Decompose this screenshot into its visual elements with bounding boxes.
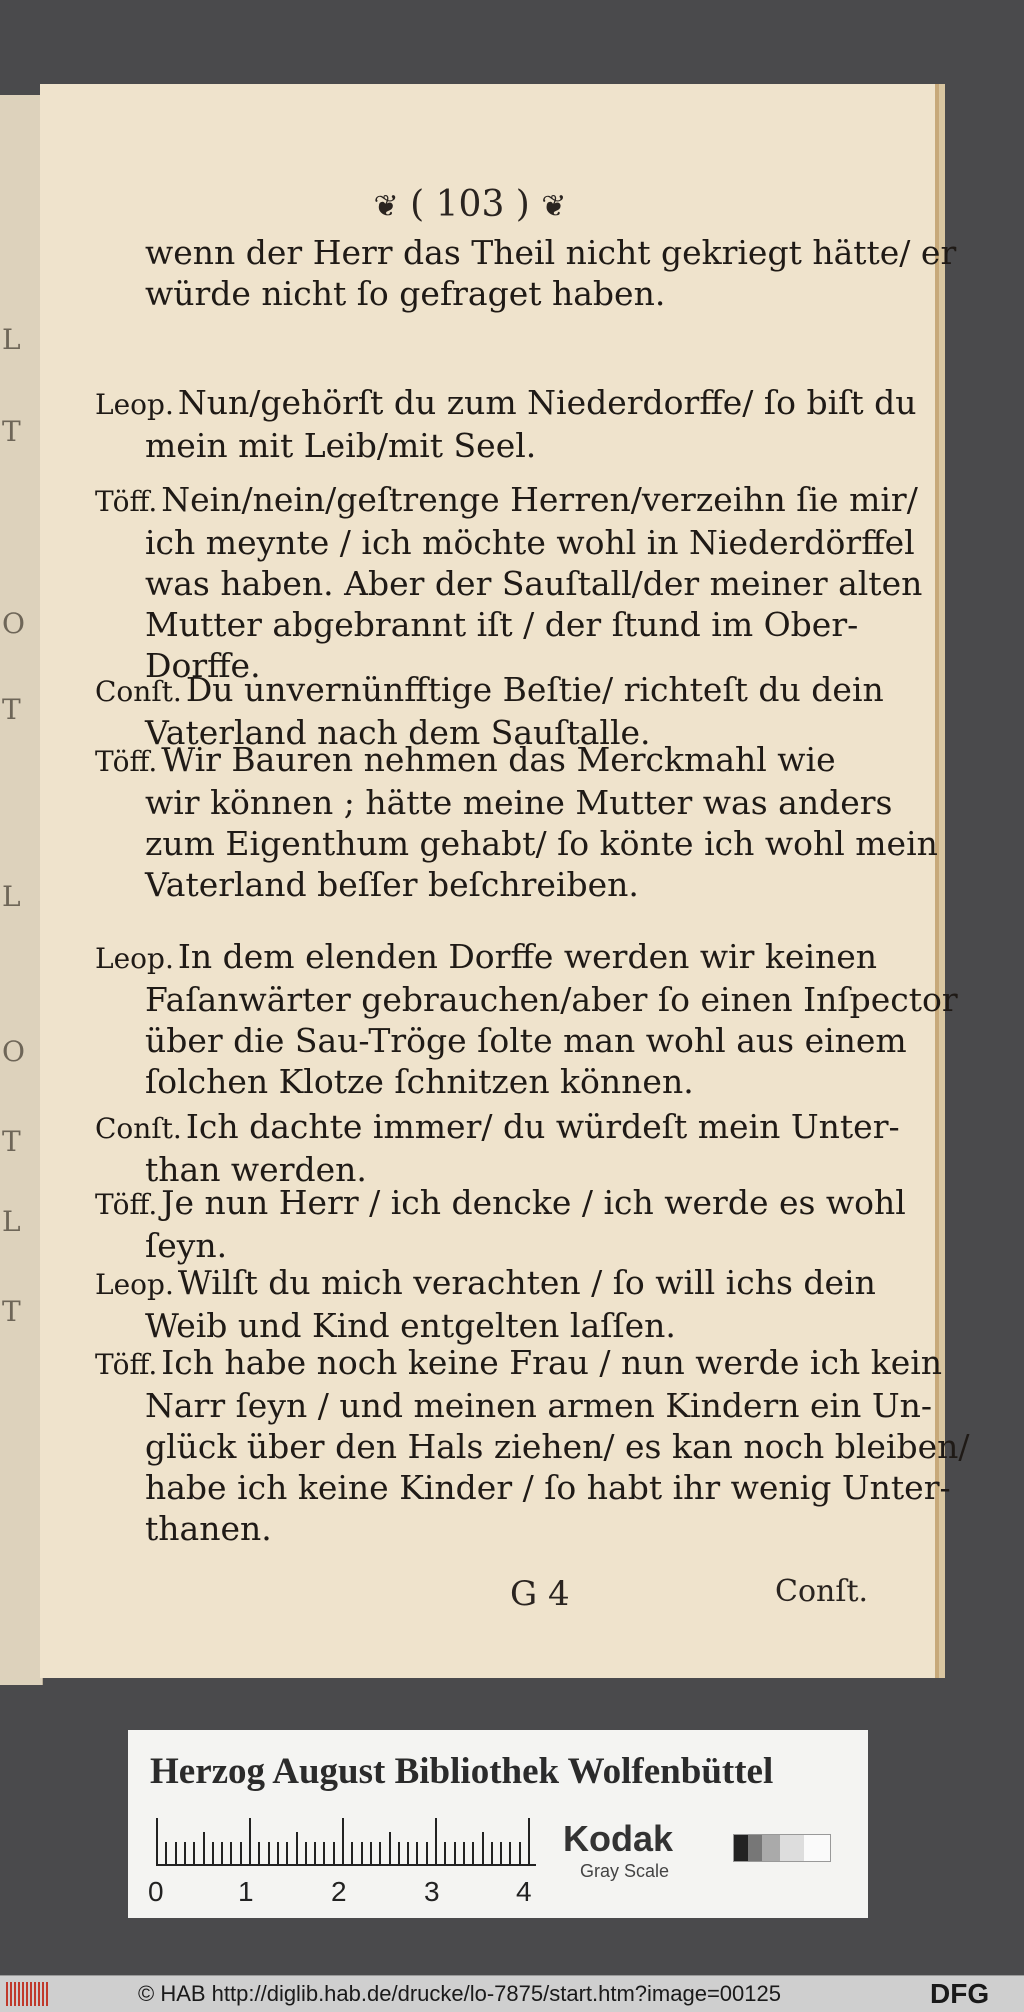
- line-text: was haben. Aber der Sauſtall/der meiner alten: [145, 564, 923, 603]
- line-text: Du unvernünfftige Beſtie/ richteſt du dein: [185, 670, 884, 709]
- text-line: [95, 1342, 943, 1385]
- ruler-tick: [286, 1842, 288, 1864]
- text-line: [95, 1225, 885, 1266]
- line-text: Nein/nein/geſtrenge Herren/verzeihn ſie mir/: [161, 480, 918, 519]
- edge-letter: L: [2, 880, 21, 913]
- ruler-tick: [249, 1818, 251, 1864]
- line-text: zum Eigenthum gehabt/ ſo könte ich wohl mein: [145, 824, 938, 863]
- ruler-tick: [416, 1842, 418, 1864]
- line-text: Narr ſeyn / und meinen armen Kindern ein Un-: [145, 1386, 933, 1425]
- text-line: [95, 1426, 970, 1467]
- ruler-number: 0: [148, 1876, 164, 1907]
- ruler-tick: [277, 1842, 279, 1864]
- text-line: [95, 1467, 951, 1508]
- text-line: [95, 232, 957, 273]
- text-line: [95, 563, 923, 604]
- dialogue-block: [95, 232, 957, 314]
- dialogue-block: [95, 1342, 970, 1549]
- ruler-tick: [305, 1842, 307, 1864]
- dialogue-block: [95, 739, 938, 905]
- facing-page-edge: [0, 95, 43, 1685]
- line-text: wenn der Herr das Theil nicht gekriegt hätte/ er: [145, 233, 957, 272]
- line-text: glück über den Hals ziehen/ es kan noch bleiben/: [145, 1427, 970, 1466]
- line-text: über die Sau-Tröge ſolte man wohl aus einem: [145, 1021, 907, 1060]
- dfg-logo: DFG: [930, 1978, 990, 2009]
- ruler-tick: [268, 1842, 270, 1864]
- edge-letter: T: [2, 415, 21, 448]
- barcode-icon: [6, 1982, 48, 2006]
- speaker-name: Conſt.: [95, 675, 182, 708]
- text-line: [95, 823, 938, 864]
- ruler-tick: [500, 1842, 502, 1864]
- ruler-number: 4: [516, 1876, 532, 1907]
- ruler-tick: [444, 1842, 446, 1864]
- line-text: ſolchen Klotze ſchnitzen können.: [145, 1062, 694, 1101]
- line-text: Ich dachte immer/ du würdeſt mein Unter-: [185, 1107, 900, 1146]
- edge-letter: O: [2, 607, 25, 640]
- dialogue-block: [95, 936, 958, 1102]
- ruler-tick: [175, 1842, 177, 1864]
- text-line: [95, 864, 885, 905]
- speaker-name: Töff.: [95, 485, 158, 518]
- dialogue-block: [95, 1106, 900, 1190]
- dialogue-block: [95, 382, 917, 466]
- source-link[interactable]: © HAB http://diglib.hab.de/drucke/lo-7875/start.htm?image=00125: [138, 1981, 781, 2006]
- text-line: [95, 1106, 900, 1149]
- ruler-tick: [156, 1818, 158, 1864]
- ruler-number: 1: [238, 1876, 254, 1907]
- footer-bar: [0, 1975, 1024, 2012]
- edge-letter: L: [2, 323, 21, 356]
- speaker-name: Töff.: [95, 1188, 158, 1221]
- line-text: Wir Bauren nehmen das Merckmahl wie: [161, 740, 836, 779]
- text-line: [95, 1508, 885, 1549]
- ruler-tick: [212, 1842, 214, 1864]
- speaker-name: Töff.: [95, 1348, 158, 1381]
- text-line: [95, 1385, 933, 1426]
- ruler-tick: [221, 1842, 223, 1864]
- ruler-tick: [491, 1842, 493, 1864]
- ruler-tick: [193, 1842, 195, 1864]
- library-title: Herzog August Bibliothek Wolfenbüttel: [150, 1751, 774, 1792]
- edge-letter: L: [2, 1205, 21, 1238]
- text-line: [95, 1182, 906, 1225]
- text-line: [95, 604, 885, 645]
- ruler-tick: [314, 1842, 316, 1864]
- ruler: [156, 1818, 536, 1866]
- gray-swatches: [733, 1834, 831, 1862]
- text-line: [95, 739, 885, 782]
- line-text: In dem elenden Dorffe werden wir keinen: [177, 937, 878, 976]
- ruler-tick: [184, 1842, 186, 1864]
- ornament-icon: ❦: [373, 189, 399, 224]
- text-line: [95, 669, 885, 712]
- dialogue-block: [95, 1182, 906, 1266]
- line-text: thanen.: [145, 1509, 272, 1548]
- book-page: [40, 84, 970, 1678]
- line-text: Faſanwärter gebrauchen/aber ſo einen Inſpector: [145, 980, 958, 1019]
- line-text: than werden.: [145, 1150, 367, 1189]
- text-line: [95, 382, 917, 425]
- ruler-tick: [370, 1842, 372, 1864]
- edge-letter: T: [2, 693, 21, 726]
- ruler-tick: [509, 1842, 511, 1864]
- line-text: Vaterland beſſer beſchreiben.: [145, 865, 639, 904]
- ruler-tick: [203, 1832, 205, 1864]
- line-text: Je nun Herr / ich dencke / ich werde es wohl: [161, 1183, 906, 1222]
- ruler-tick: [407, 1842, 409, 1864]
- text-line: [95, 782, 893, 823]
- ruler-tick: [528, 1818, 530, 1864]
- page-number: ( 103 ): [410, 184, 530, 225]
- speaker-name: Conſt.: [95, 1112, 182, 1145]
- text-line: [95, 1262, 885, 1305]
- ruler-tick: [482, 1832, 484, 1864]
- ruler-number: 3: [424, 1876, 440, 1907]
- line-text: ich meynte / ich möchte wohl in Niederdörffel: [145, 523, 915, 562]
- line-text: habe ich keine Kinder / ſo habt ihr wenig Unter-: [145, 1468, 951, 1507]
- ruler-tick: [435, 1818, 437, 1864]
- text-line: [95, 273, 885, 314]
- catchword: Conſt.: [775, 1574, 869, 1609]
- ruler-tick: [426, 1842, 428, 1864]
- speaker-name: Leop.: [95, 1268, 174, 1301]
- speaker-name: Leop.: [95, 942, 174, 975]
- line-text: Dorffe.: [145, 646, 261, 685]
- line-text: Ich habe noch keine Frau / nun werde ich kein: [161, 1343, 943, 1382]
- ruler-tick: [454, 1842, 456, 1864]
- speaker-name: Leop.: [95, 388, 174, 421]
- line-text: ſeyn.: [145, 1226, 228, 1265]
- scan-target-card: [128, 1730, 868, 1918]
- ruler-tick: [165, 1842, 167, 1864]
- ruler-tick: [296, 1832, 298, 1864]
- ruler-tick: [398, 1842, 400, 1864]
- ruler-number: 2: [331, 1876, 347, 1907]
- ruler-tick: [519, 1842, 521, 1864]
- text-line: [95, 1020, 907, 1061]
- text-line: [95, 936, 885, 979]
- text-line: [95, 979, 958, 1020]
- page-header: [280, 184, 660, 225]
- line-text: Mutter abgebrannt iſt / der ſtund im Ober-: [145, 605, 859, 644]
- line-text: Vaterland nach dem Sauſtalle.: [145, 713, 651, 752]
- ruler-tick: [379, 1842, 381, 1864]
- ruler-tick: [258, 1842, 260, 1864]
- dialogue-block: [95, 1262, 885, 1346]
- edge-letter: T: [2, 1295, 21, 1328]
- kodak-logo: Kodak: [563, 1818, 674, 1859]
- text-line: [95, 1305, 885, 1346]
- signature-mark: G 4: [510, 1574, 570, 1614]
- line-text: würde nicht ſo gefraget haben.: [145, 274, 666, 313]
- text-line: [95, 1061, 885, 1102]
- line-text: Wilſt du mich verachten / ſo will ichs dein: [177, 1263, 876, 1302]
- line-text: wir können ; hätte meine Mutter was anders: [145, 783, 893, 822]
- ruler-tick: [333, 1842, 335, 1864]
- text-line: [95, 425, 885, 466]
- text-line: [95, 479, 918, 522]
- ruler-tick: [472, 1842, 474, 1864]
- ruler-tick: [240, 1842, 242, 1864]
- line-text: Nun/gehörſt du zum Niederdorffe/ ſo biſt du: [177, 383, 917, 422]
- ruler-tick: [323, 1842, 325, 1864]
- edge-letter: O: [2, 1035, 25, 1068]
- speaker-name: Töff.: [95, 745, 158, 778]
- ruler-tick: [342, 1818, 344, 1864]
- line-text: Weib und Kind entgelten laſſen.: [145, 1306, 676, 1345]
- text-line: [95, 522, 915, 563]
- ruler-tick: [389, 1832, 391, 1864]
- ruler-tick: [230, 1842, 232, 1864]
- ruler-tick: [361, 1842, 363, 1864]
- gray-scale-label: Gray Scale: [580, 1861, 670, 1881]
- line-text: mein mit Leib/mit Seel.: [145, 426, 537, 465]
- edge-letter: T: [2, 1125, 21, 1158]
- ruler-tick: [463, 1842, 465, 1864]
- dialogue-block: [95, 479, 923, 686]
- ruler-tick: [351, 1842, 353, 1864]
- ornament-icon: ❦: [541, 189, 567, 224]
